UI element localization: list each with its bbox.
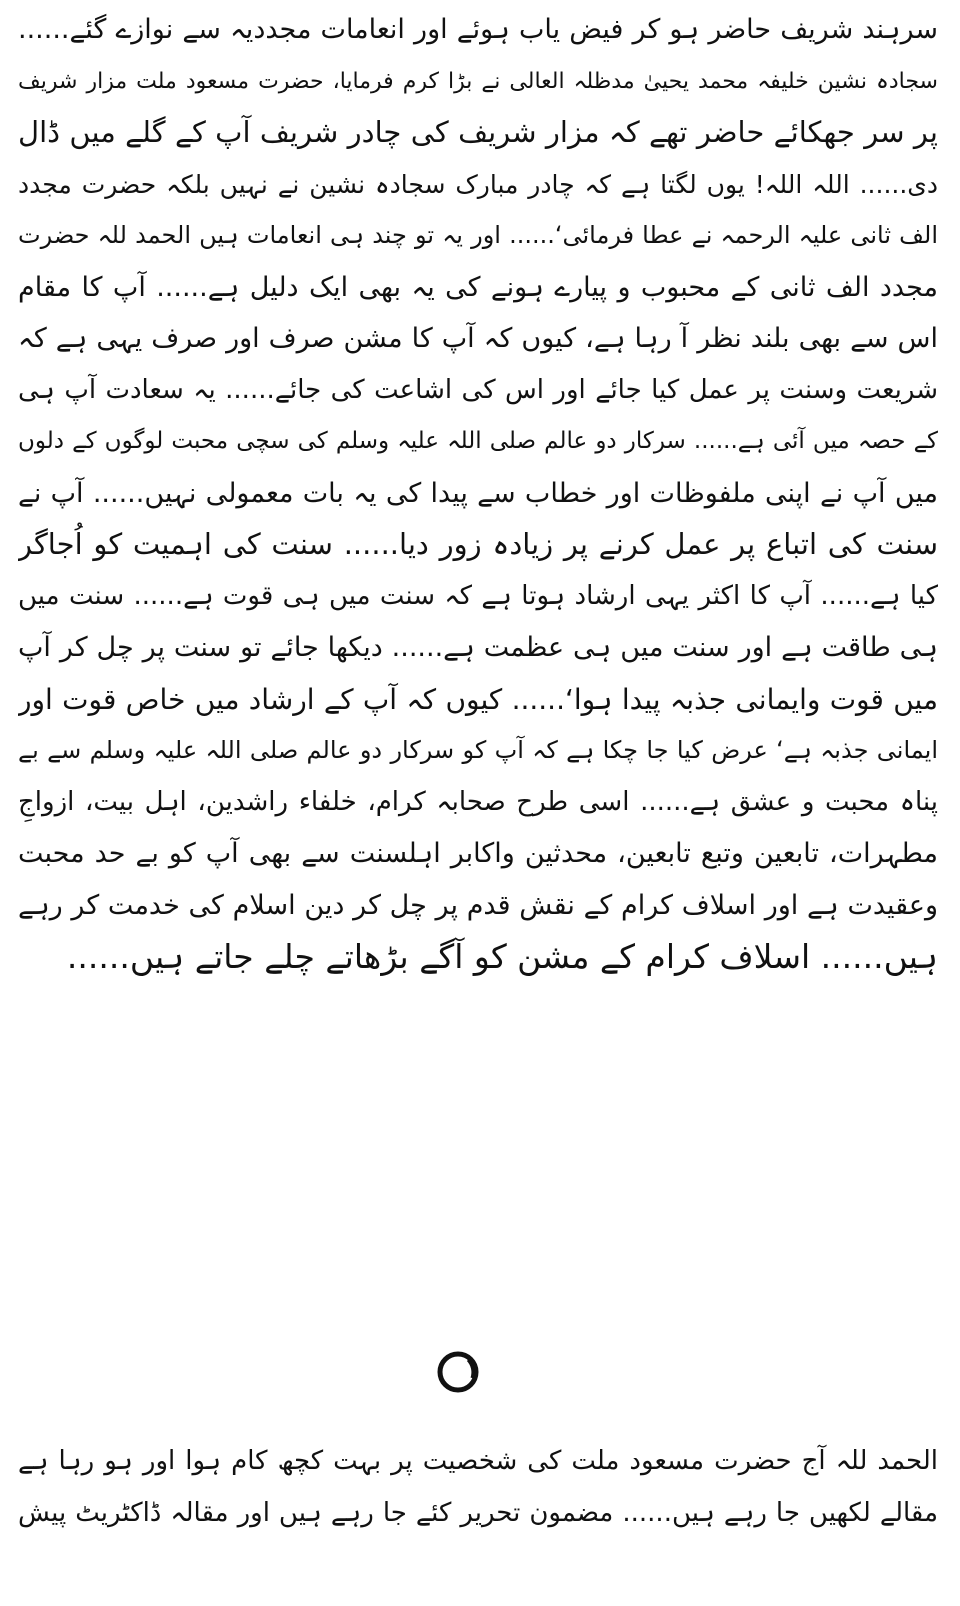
text-line: ہیں...... اسلاف کرام کے مشن کو آگے بڑھاتے چلے جاتے ہیں...... [66, 937, 938, 976]
text-line: شریعت وسنت پر عمل کیا جائے اور اس کی اشاعت کی جائے...... یہ سعادت آپ ہی [18, 374, 938, 405]
text-line: سنت کی اتباع پر عمل کرنے پر زیادہ زور دیا...... سنت کی اہمیت کو اُجاگر [18, 527, 938, 561]
text-line: ہی طاقت ہے اور سنت میں ہی عظمت ہے...... دیکھا جائے تو سنت پر چل کر آپ [18, 632, 938, 663]
text-line: سجادہ نشین خلیفہ محمد یحییٰ مدظلہ العالی نے بڑا کرم فرمایا، حضرت مسعود ملت مزار شریف [18, 68, 938, 94]
text-line: میں آپ نے اپنی ملفوظات اور خطاب سے پیدا کی یہ بات معمولی نہیں...... آپ نے [18, 477, 938, 509]
text-line: مطہرات، تابعین وتبع تابعین، محدثین واکابر اہلسنت سے بھی آپ کو بے حد محبت [18, 838, 938, 869]
text-line: الف ثانی علیہ الرحمہ نے عطا فرمائی‘...... اور یہ تو چند ہی انعامات ہیں الحمد للہ حضرت [18, 221, 938, 249]
text-line: پر سر جھکائے حاضر تھے کہ مزار شریف کی چادر شریف آپ کے گلے میں ڈال [18, 115, 938, 149]
text-line: سرہند شریف حاضر ہو کر فیض یاب ہوئے اور انعامات مجددیہ سے نوازے گئے...... [18, 14, 938, 45]
text-line: دی...... اللہ اللہ! یوں لگتا ہے کہ چادر مبارک سجادہ نشین نے نہیں بلکہ حضرت مجدد [18, 169, 938, 199]
text-line: الحمد للہ آج حضرت مسعود ملت کی شخصیت پر بہت کچھ کام ہوا اور ہو رہا ہے [18, 1446, 938, 1476]
text-line: مجدد الف ثانی کے محبوب و پیارے ہونے کی یہ بھی ایک دلیل ہے...... آپ کا مقام [18, 271, 938, 303]
text-line: کے حصہ میں آئی ہے...... سرکار دو عالم صلی اللہ علیہ وسلم کی سچی محبت لوگوں کے دلوں [18, 428, 938, 454]
paragraph-1 [18, 4, 938, 983]
text-line: ایمانی جذبہ ہے‘ عرض کیا جا چکا ہے کہ آپ کو سرکار دو عالم صلی اللہ علیہ وسلم سے بے [18, 736, 938, 764]
document-page [18, 4, 938, 1602]
text-line: مقالے لکھیں جا رہے ہیں...... مضمون تحریر کئے جا رہے ہیں اور مقالہ ڈاکٹریٹ پیش [18, 1497, 938, 1528]
text-line: پناہ محبت و عشق ہے...... اسی طرح صحابہ کرام، خلفاء راشدین، اہل بیت، ازواجِ [18, 786, 938, 817]
text-line: میں قوت وایمانی جذبہ پیدا ہوا‘...... کیوں کہ آپ کے ارشاد میں خاص قوت اور [18, 682, 938, 716]
crescent-circle-icon [434, 1348, 482, 1396]
text-line: اس سے بھی بلند نظر آ رہا ہے، کیوں کہ آپ کا مشن صرف اور صرف یہی ہے کہ [18, 323, 938, 354]
text-line: وعقیدت ہے اور اسلاف کرام کے نقش قدم پر چل کر دین اسلام کی خدمت کر رہے [18, 889, 938, 921]
paragraph-2 [18, 1436, 938, 1539]
text-line: کیا ہے...... آپ کا اکثر یہی ارشاد ہوتا ہے کہ سنت میں ہی قوت ہے...... سنت میں [18, 580, 938, 611]
